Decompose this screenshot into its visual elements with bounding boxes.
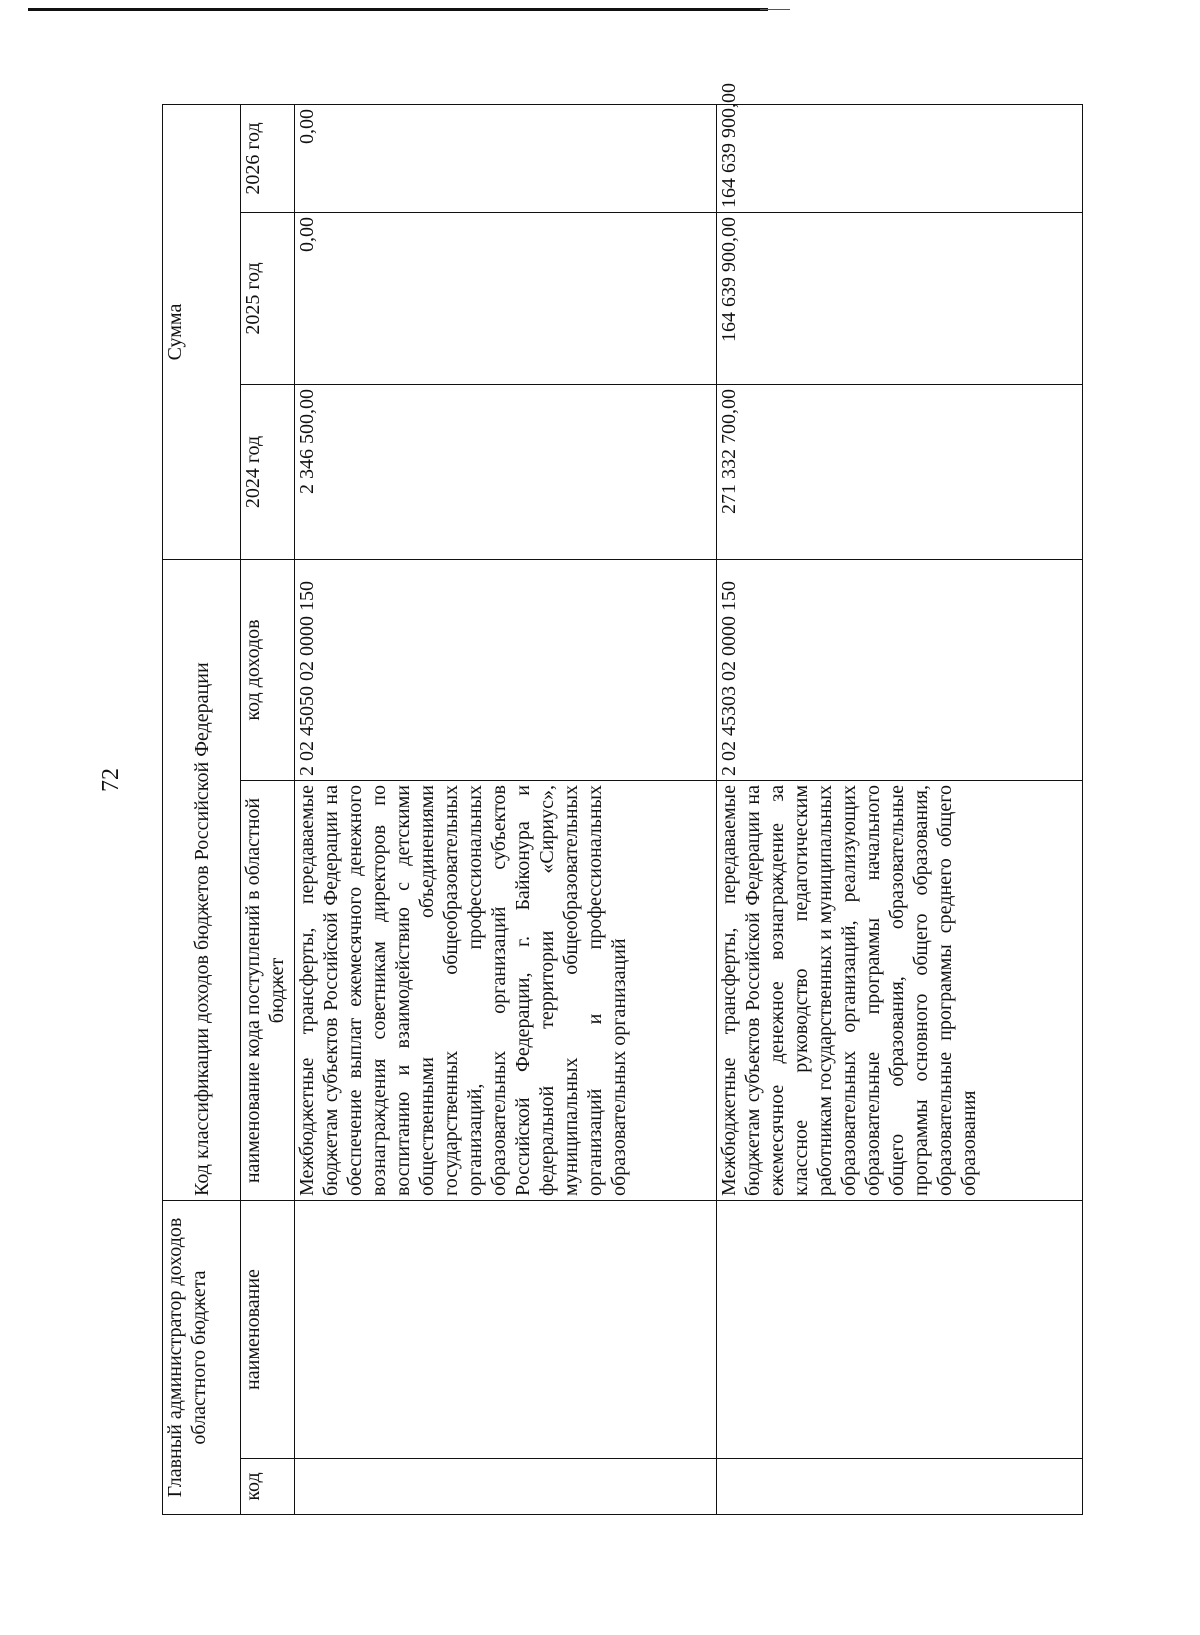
row-admin-code [295,1459,717,1515]
page-number: 72 [98,768,124,792]
row-admin-name [295,1201,717,1459]
header-year-2025: 2025 год [241,213,295,385]
row-income-name: Межбюджетные трансферты, передаваемые бюджетам субъектов Российской Федерации на ежемесячное денежное вознаграждение за классное руководство педагогическим работникам государственных и муниципальных образовательных организаций, реализующих образовательные программы начального общего образования, образовательные программы основного общего образования, образовательные программы среднего общего образования [717,781,1083,1201]
header-admin-name: наименование [241,1201,295,1459]
header-row-1 [163,104,241,1514]
row-sum-2024: 2 346 500,00 [295,385,717,560]
row-income-name: Межбюджетные трансферты, передаваемые бюджетам субъектов Российской Федерации на обеспечение выплат ежемесячного денежного вознаграждения советникам директоров по воспитанию и взаимодействию с детскими общественными объединениями государственных общеобразовательных организаций, профессиональных образовательных организаций субъектов Российской Федерации, г. Байконура и федеральной территории «Сириус», муниципальных общеобразовательных организаций и профессиональных образовательных организаций [295,781,717,1201]
header-admin-code: код [241,1459,295,1515]
table-row [295,104,717,1514]
row-income-code: 2 02 45303 02 0000 150 [717,560,1083,781]
table-row [717,104,1083,1514]
scan-edge-mark [28,8,768,11]
row-sum-2026: 0,00 [295,104,717,212]
row-sum-2026: 164 639 900,00 [717,104,1083,212]
scan-edge-mark-thin [760,9,790,10]
row-sum-2025: 164 639 900,00 [717,213,1083,385]
header-admin-group: Главный администратор доходов областного бюджета [163,1201,241,1515]
row-admin-name [717,1201,1083,1459]
header-year-2024: 2024 год [241,385,295,560]
header-row-2 [241,104,295,1514]
rotated-table-container [162,83,1082,1515]
budget-income-table [162,83,1083,1515]
header-classification-group: Код классификации доходов бюджетов Российской Федерации [163,560,241,1201]
header-income-name: наименование кода поступлений в областной бюджет [241,781,295,1201]
header-sum-group: Сумма [163,104,241,559]
row-income-code: 2 02 45050 02 0000 150 [295,560,717,781]
row-sum-2024: 271 332 700,00 [717,385,1083,560]
header-income-code: код доходов [241,560,295,781]
header-year-2026: 2026 год [241,104,295,212]
row-sum-2025: 0,00 [295,213,717,385]
row-admin-code [717,1459,1083,1515]
